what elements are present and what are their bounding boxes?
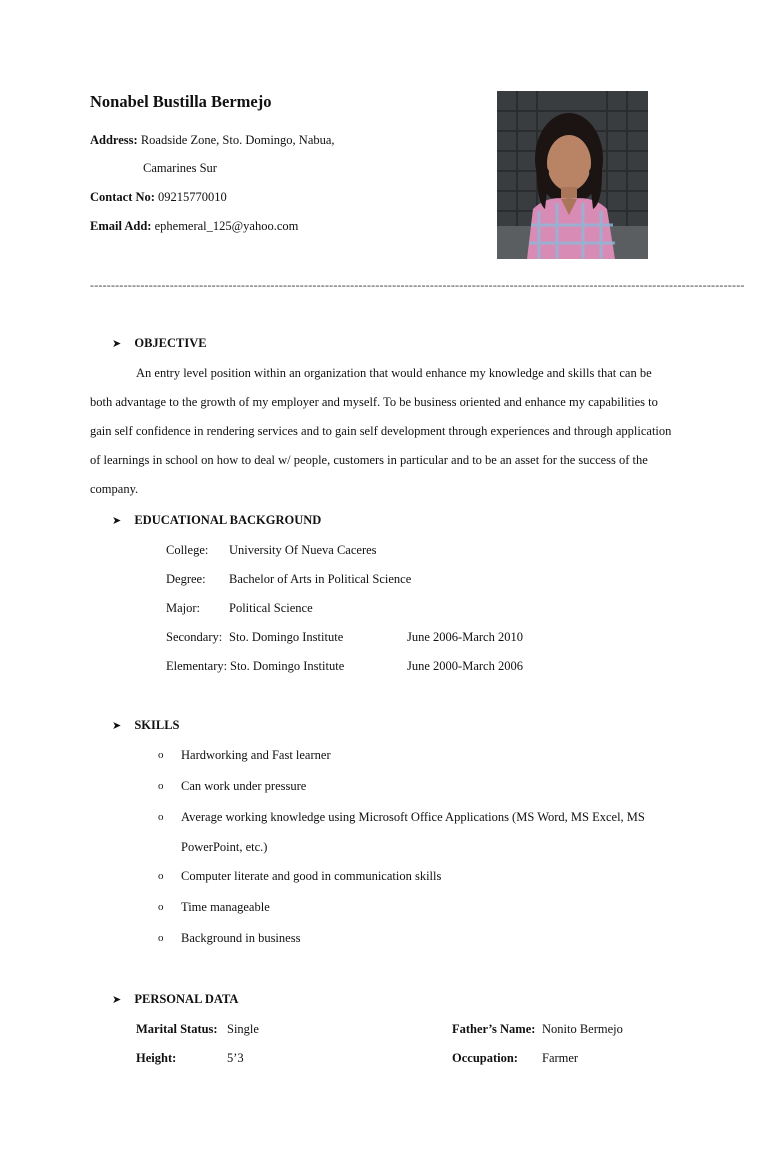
education-label: Major: xyxy=(166,601,201,615)
arrow-bullet-icon: ➤ xyxy=(112,994,122,1006)
personal-heading: PERSONAL DATA xyxy=(134,992,239,1006)
father-name-value: Nonito Bermejo xyxy=(542,1022,623,1036)
objective-line: An entry level position within an organization that would enhance my knowledge and skills that can be xyxy=(136,366,652,380)
circle-bullet-icon: o xyxy=(158,749,164,761)
address-value: Roadside Zone, Sto. Domingo, Nabua, xyxy=(140,133,335,147)
arrow-bullet-icon: ➤ xyxy=(112,720,122,732)
contact-value: 09215770010 xyxy=(158,190,227,204)
circle-bullet-icon: o xyxy=(158,901,164,913)
contact-line xyxy=(90,190,227,205)
father-name-label: Father’s Name: xyxy=(452,1022,536,1036)
education-heading-row xyxy=(112,513,321,528)
circle-bullet-icon: o xyxy=(158,780,164,792)
objective-line: gain self confidence in rendering services and to gain self development through experiences and through application xyxy=(90,424,672,438)
education-value: Political Science xyxy=(229,601,313,615)
circle-bullet-icon: o xyxy=(158,932,164,944)
occupation-label: Occupation: xyxy=(452,1051,518,1065)
skill-item: Time manageable xyxy=(181,900,270,914)
divider-line: ------------------------------------------------------------------------------------------------------------------------------------------------------------ xyxy=(90,278,745,292)
occupation-value: Farmer xyxy=(542,1051,579,1065)
email-line xyxy=(90,219,298,234)
objective-line: company. xyxy=(90,482,139,496)
circle-bullet-icon: o xyxy=(158,811,164,823)
marital-status-value: Single xyxy=(227,1022,259,1036)
education-label: Elementary: xyxy=(166,659,228,673)
education-heading: EDUCATIONAL BACKGROUND xyxy=(134,513,322,527)
skill-item: Computer literate and good in communication skills xyxy=(181,869,442,883)
skill-item: Hardworking and Fast learner xyxy=(181,748,331,762)
skill-item-continued: PowerPoint, etc.) xyxy=(181,840,268,854)
circle-bullet-icon: o xyxy=(158,870,164,882)
profile-photo xyxy=(497,91,648,259)
address-line xyxy=(90,133,335,148)
arrow-bullet-icon: ➤ xyxy=(112,338,122,350)
address-line-2: Camarines Sur xyxy=(143,161,217,175)
education-value: Sto. Domingo Institute xyxy=(229,630,344,644)
height-label: Height: xyxy=(136,1051,177,1065)
objective-line: of learnings in school on how to deal w/ people, customers in particular and to be an asset for the success of the xyxy=(90,453,648,467)
education-value: University Of Nueva Caceres xyxy=(229,543,377,557)
education-dates: June 2006-March 2010 xyxy=(407,630,523,644)
skills-heading: SKILLS xyxy=(134,718,180,732)
education-dates: June 2000-March 2006 xyxy=(407,659,523,673)
education-value: Sto. Domingo Institute xyxy=(230,659,345,673)
education-value: Bachelor of Arts in Political Science xyxy=(229,572,412,586)
height-value: 5’3 xyxy=(227,1051,244,1065)
contact-label: Contact No: xyxy=(90,190,155,204)
education-label: Secondary: xyxy=(166,630,223,644)
skill-item: Average working knowledge using Microsoft Office Applications (MS Word, MS Excel, MS xyxy=(181,810,645,824)
education-label: Degree: xyxy=(166,572,206,586)
objective-heading-row xyxy=(112,336,207,351)
education-label: College: xyxy=(166,543,209,557)
personal-heading-row xyxy=(112,992,238,1007)
skills-heading-row xyxy=(112,718,180,733)
skill-item: Background in business xyxy=(181,931,301,945)
email-value: ephemeral_125@yahoo.com xyxy=(154,219,299,233)
arrow-bullet-icon: ➤ xyxy=(112,515,122,527)
address-label: Address: xyxy=(90,133,138,147)
marital-status-label: Marital Status: xyxy=(136,1022,218,1036)
email-label: Email Add: xyxy=(90,219,152,233)
objective-line: both advantage to the growth of my employer and myself. To be business oriented and enhance my capabilities to xyxy=(90,395,658,409)
applicant-name: Nonabel Bustilla Bermejo xyxy=(90,92,272,111)
objective-heading: OBJECTIVE xyxy=(134,336,207,350)
skill-item: Can work under pressure xyxy=(181,779,307,793)
